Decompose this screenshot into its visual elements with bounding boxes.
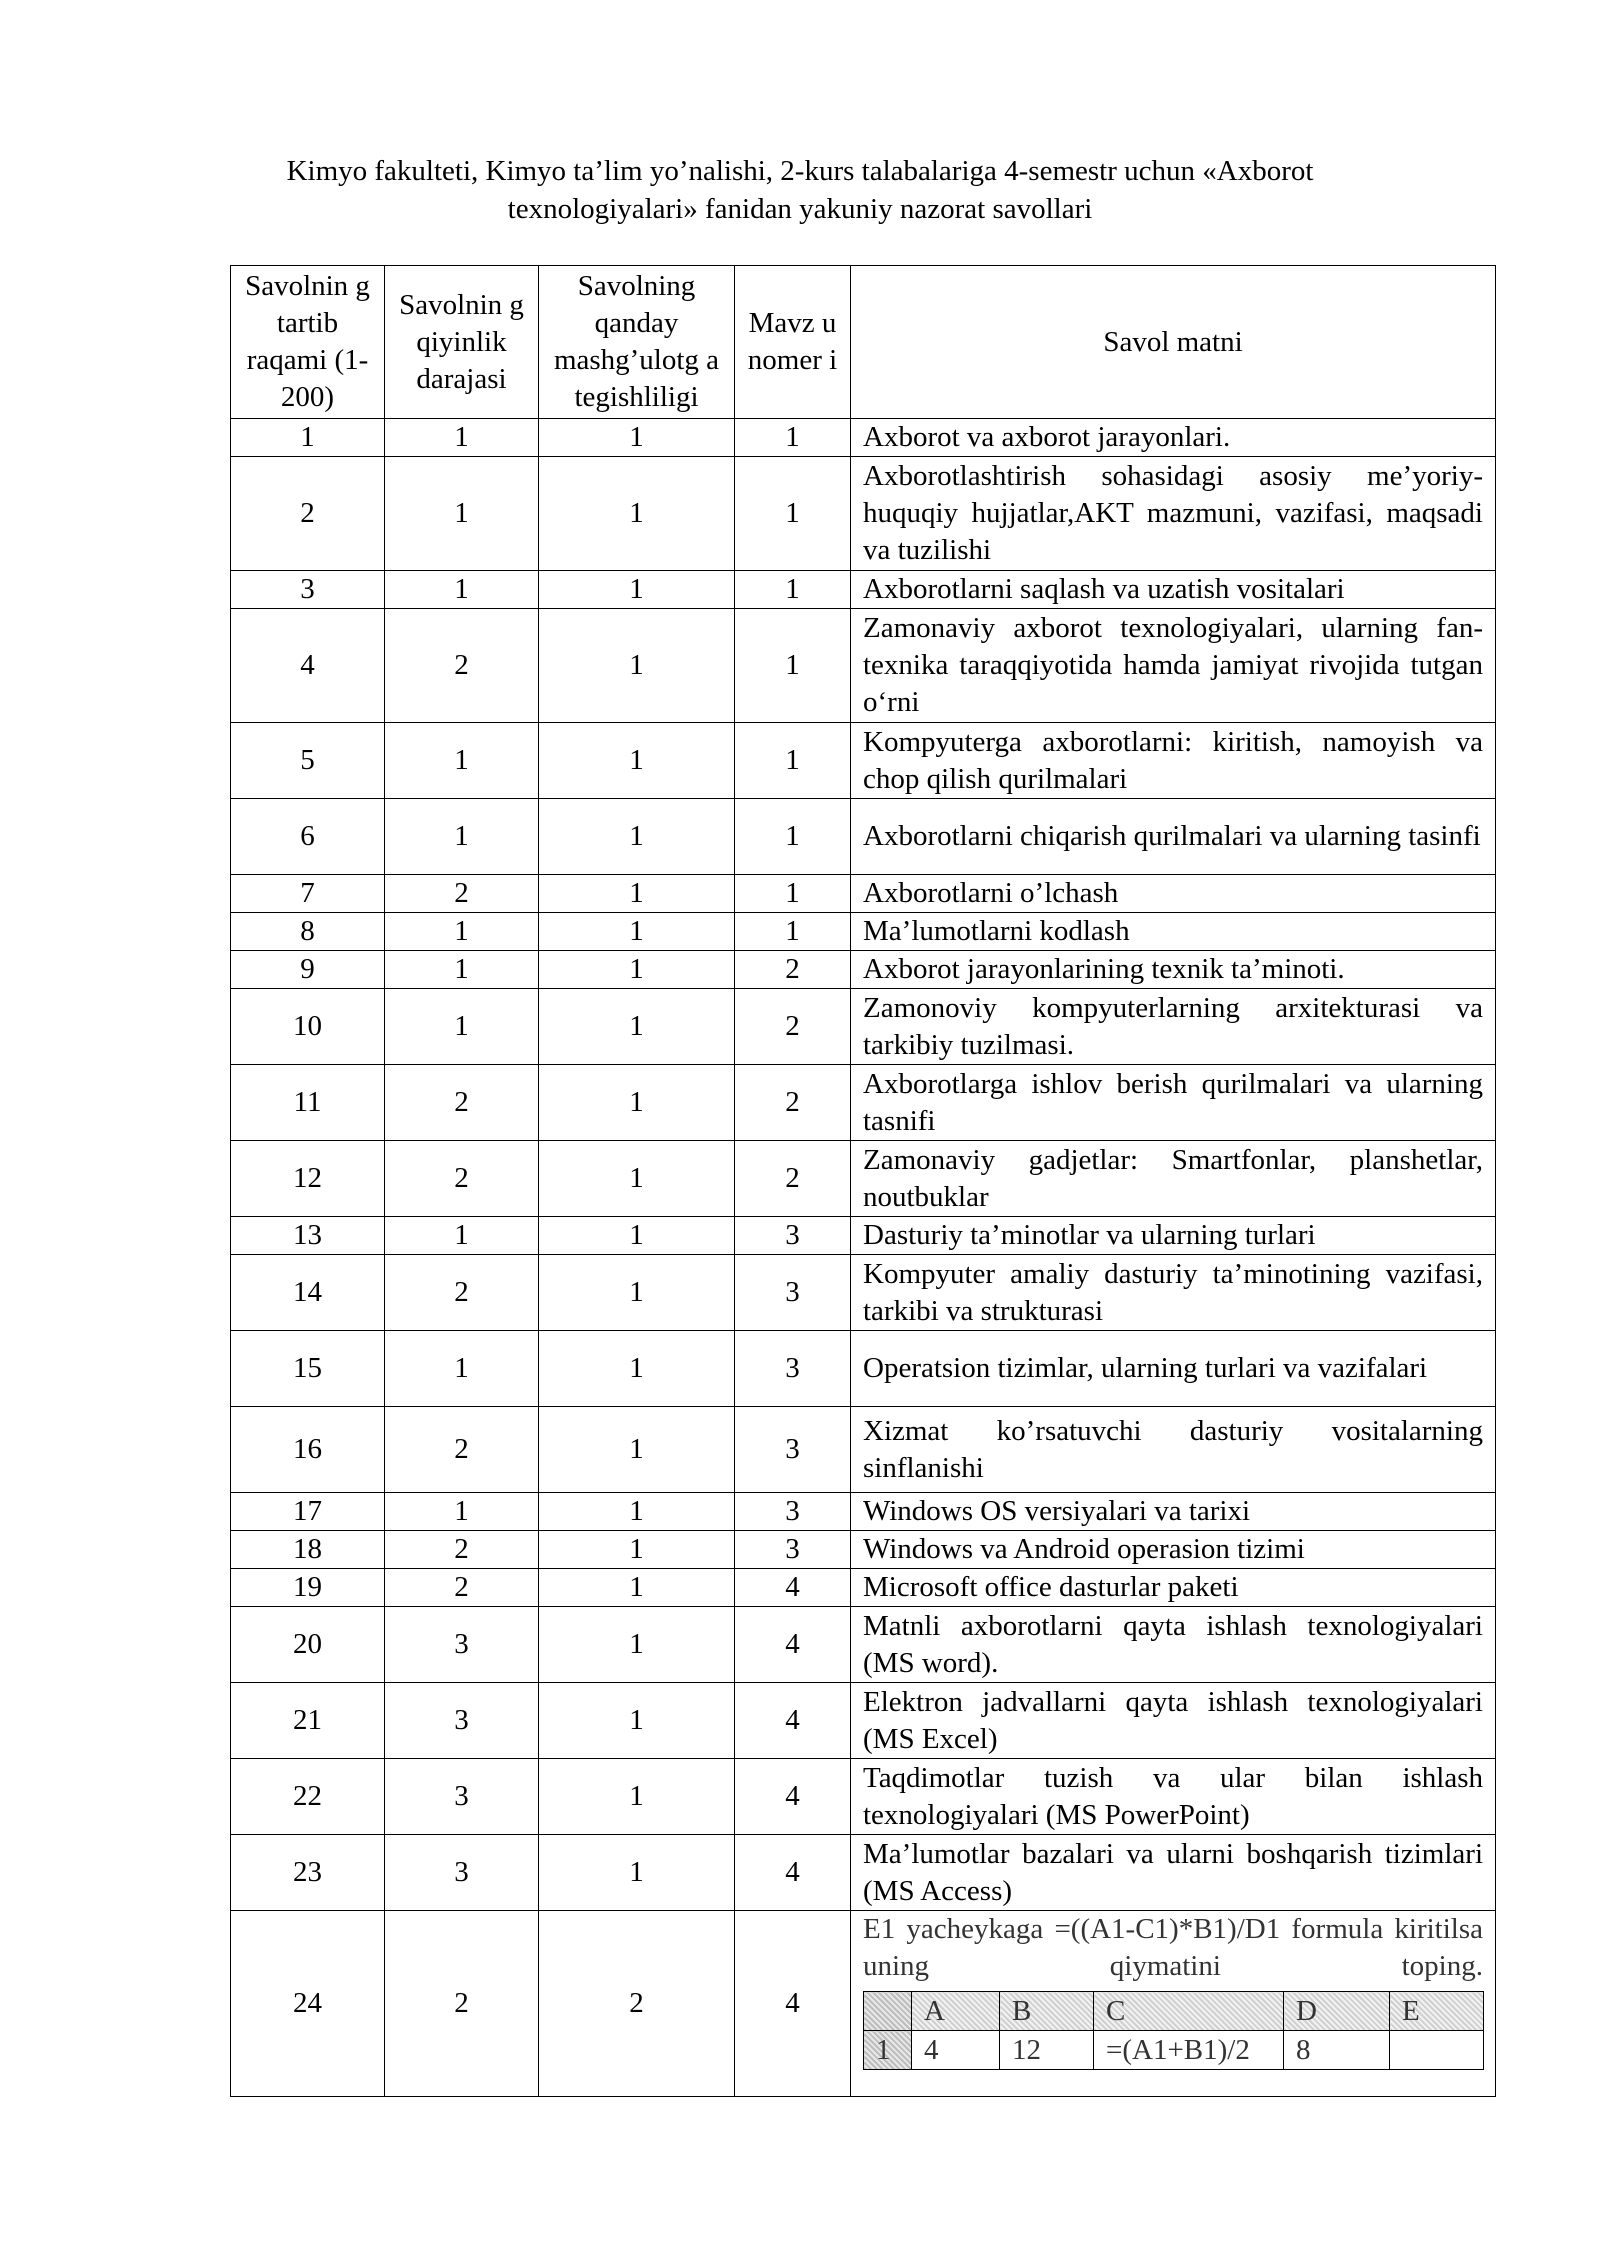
topic-number: 4 — [735, 1835, 851, 1911]
lesson-type: 1 — [539, 457, 735, 571]
difficulty-level: 1 — [385, 1493, 539, 1531]
question-text: Ma’lumotlar bazalari va ularni boshqarish tizimlari (MS Access) — [851, 1835, 1496, 1911]
title-line-1: Kimyo fakulteti, Kimyo ta’lim yo’nalishi, 2-kurs talabalariga 4-semestr uchun «Axborot — [286, 155, 1314, 187]
question-text: Zamonaviy gadjetlar: Smartfonlar, planshetlar, noutbuklar — [851, 1141, 1496, 1217]
question-number: 4 — [231, 609, 385, 723]
difficulty-level: 1 — [385, 419, 539, 457]
topic-number: 1 — [735, 875, 851, 913]
question-number: 20 — [231, 1607, 385, 1683]
lesson-type: 1 — [539, 875, 735, 913]
difficulty-level: 1 — [385, 571, 539, 609]
header-difficulty: Savolnin g qiyinlik darajasi — [385, 266, 539, 419]
question-number: 2 — [231, 457, 385, 571]
table-body — [231, 419, 1496, 2097]
lesson-type: 1 — [539, 1407, 735, 1493]
spreadsheet-cell: 12 — [1000, 2031, 1094, 2070]
table-row — [231, 1065, 1496, 1141]
question-text: Windows va Android operasion tizimi — [851, 1531, 1496, 1569]
question-text: Zamonoviy kompyuterlarning arxitekturasi va tarkibiy tuzilmasi. — [851, 989, 1496, 1065]
lesson-type: 1 — [539, 1683, 735, 1759]
table-row — [231, 799, 1496, 875]
table-row — [231, 1531, 1496, 1569]
table-row — [231, 875, 1496, 913]
topic-number: 4 — [735, 1683, 851, 1759]
formula-question: E1 yacheykaga =((A1-C1)*B1)/D1 formula kiritilsa uning qiymatini toping. — [863, 1913, 1483, 1982]
spreadsheet-snippet — [863, 1991, 1484, 2070]
table-row — [231, 913, 1496, 951]
question-text: Zamonaviy axborot texnologiyalari, ularning fan-texnika taraqqiyotida hamda jamiyat rivojida tutgan o‘rni — [851, 609, 1496, 723]
question-text: Xizmat ko’rsatuvchi dasturiy vositalarning sinflanishi — [851, 1407, 1496, 1493]
table-row — [231, 989, 1496, 1065]
header-question-text: Savol matni — [851, 266, 1496, 419]
difficulty-level: 2 — [385, 1531, 539, 1569]
spreadsheet-column-header: A — [912, 1992, 1000, 2031]
difficulty-level: 1 — [385, 1331, 539, 1407]
topic-number: 1 — [735, 609, 851, 723]
lesson-type: 1 — [539, 1569, 735, 1607]
document-title — [230, 152, 1370, 228]
topic-number: 2 — [735, 951, 851, 989]
difficulty-level: 1 — [385, 913, 539, 951]
topic-number: 1 — [735, 723, 851, 799]
table-row — [231, 1331, 1496, 1407]
lesson-type: 1 — [539, 951, 735, 989]
question-text: Ma’lumotlarni kodlash — [851, 913, 1496, 951]
table-row — [231, 1607, 1496, 1683]
question-text: Dasturiy ta’minotlar va ularning turlari — [851, 1217, 1496, 1255]
questions-table — [230, 265, 1496, 2097]
lesson-type: 2 — [539, 1911, 735, 2097]
question-number: 19 — [231, 1569, 385, 1607]
table-row — [231, 1911, 1496, 2097]
question-text: Matnli axborotlarni qayta ishlash texnologiyalari (MS word). — [851, 1607, 1496, 1683]
question-text: Axborotlashtirish sohasidagi asosiy me’yoriy-huquqiy hujjatlar,AKT mazmuni, vazifasi, maqsadi va tuzilishi — [851, 457, 1496, 571]
question-number: 8 — [231, 913, 385, 951]
question-text: Axborotlarga ishlov berish qurilmalari va ularning tasnifi — [851, 1065, 1496, 1141]
table-row — [231, 571, 1496, 609]
table-row — [231, 1407, 1496, 1493]
table-header-row — [231, 266, 1496, 419]
question-text: Axborot jarayonlarining texnik ta’minoti. — [851, 951, 1496, 989]
lesson-type: 1 — [539, 1531, 735, 1569]
question-text: Elektron jadvallarni qayta ishlash texnologiyalari (MS Excel) — [851, 1683, 1496, 1759]
question-text — [851, 1911, 1496, 2097]
difficulty-level: 1 — [385, 989, 539, 1065]
question-number: 16 — [231, 1407, 385, 1493]
topic-number: 2 — [735, 989, 851, 1065]
table-row — [231, 1493, 1496, 1531]
table-row — [231, 457, 1496, 571]
lesson-type: 1 — [539, 989, 735, 1065]
spreadsheet-cell: 8 — [1284, 2031, 1390, 2070]
spreadsheet-corner — [864, 1992, 912, 2031]
difficulty-level: 2 — [385, 1911, 539, 2097]
question-number: 17 — [231, 1493, 385, 1531]
question-text: Axborot va axborot jarayonlari. — [851, 419, 1496, 457]
topic-number: 3 — [735, 1331, 851, 1407]
spreadsheet-cell: 4 — [912, 2031, 1000, 2070]
topic-number: 1 — [735, 799, 851, 875]
question-number: 18 — [231, 1531, 385, 1569]
difficulty-level: 1 — [385, 1217, 539, 1255]
table-row — [231, 1683, 1496, 1759]
lesson-type: 1 — [539, 1493, 735, 1531]
question-number: 13 — [231, 1217, 385, 1255]
difficulty-level: 1 — [385, 799, 539, 875]
question-number: 6 — [231, 799, 385, 875]
table-row — [231, 1759, 1496, 1835]
table-row — [231, 419, 1496, 457]
difficulty-level: 2 — [385, 1141, 539, 1217]
table-row — [231, 1141, 1496, 1217]
lesson-type: 1 — [539, 1835, 735, 1911]
spreadsheet-column-header: E — [1390, 1992, 1484, 2031]
topic-number: 3 — [735, 1217, 851, 1255]
question-text: Windows OS versiyalari va tarixi — [851, 1493, 1496, 1531]
question-text: Microsoft office dasturlar paketi — [851, 1569, 1496, 1607]
topic-number: 2 — [735, 1065, 851, 1141]
question-number: 14 — [231, 1255, 385, 1331]
difficulty-level: 3 — [385, 1835, 539, 1911]
lesson-type: 1 — [539, 1065, 735, 1141]
topic-number: 2 — [735, 1141, 851, 1217]
question-number: 9 — [231, 951, 385, 989]
lesson-type: 1 — [539, 913, 735, 951]
lesson-type: 1 — [539, 723, 735, 799]
header-order-number: Savolnin g tartib raqami (1-200) — [231, 266, 385, 419]
topic-number: 4 — [735, 1759, 851, 1835]
table-row — [231, 1835, 1496, 1911]
topic-number: 1 — [735, 419, 851, 457]
difficulty-level: 2 — [385, 1407, 539, 1493]
lesson-type: 1 — [539, 1331, 735, 1407]
topic-number: 3 — [735, 1407, 851, 1493]
topic-number: 4 — [735, 1911, 851, 2097]
question-number: 5 — [231, 723, 385, 799]
table-row — [231, 1255, 1496, 1331]
difficulty-level: 2 — [385, 1255, 539, 1331]
spreadsheet-row-header: 1 — [864, 2031, 912, 2070]
lesson-type: 1 — [539, 609, 735, 723]
question-text: Kompyuter amaliy dasturiy ta’minotining vazifasi, tarkibi va strukturasi — [851, 1255, 1496, 1331]
header-topic-number: Mavz u nomer i — [735, 266, 851, 419]
question-text: Kompyuterga axborotlarni: kiritish, namoyish va chop qilish qurilmalari — [851, 723, 1496, 799]
difficulty-level: 2 — [385, 1569, 539, 1607]
question-text: Operatsion tizimlar, ularning turlari va vazifalari — [851, 1331, 1496, 1407]
table-row — [231, 1217, 1496, 1255]
spreadsheet-cell — [1390, 2031, 1484, 2070]
difficulty-level: 3 — [385, 1683, 539, 1759]
question-text: Axborotlarni o’lchash — [851, 875, 1496, 913]
difficulty-level: 2 — [385, 609, 539, 723]
spreadsheet-cell: =(A1+B1)/2 — [1094, 2031, 1284, 2070]
topic-number: 1 — [735, 571, 851, 609]
question-number: 11 — [231, 1065, 385, 1141]
table-row — [231, 1569, 1496, 1607]
question-number: 10 — [231, 989, 385, 1065]
difficulty-level: 2 — [385, 875, 539, 913]
topic-number: 3 — [735, 1493, 851, 1531]
difficulty-level: 1 — [385, 723, 539, 799]
question-text: Taqdimotlar tuzish va ular bilan ishlash texnologiyalari (MS PowerPoint) — [851, 1759, 1496, 1835]
header-lesson-type: Savolning qanday mashg’ulotg a tegishliligi — [539, 266, 735, 419]
difficulty-level: 1 — [385, 457, 539, 571]
question-number: 21 — [231, 1683, 385, 1759]
lesson-type: 1 — [539, 571, 735, 609]
difficulty-level: 3 — [385, 1607, 539, 1683]
table-row — [231, 609, 1496, 723]
topic-number: 3 — [735, 1255, 851, 1331]
topic-number: 1 — [735, 913, 851, 951]
lesson-type: 1 — [539, 1607, 735, 1683]
spreadsheet-column-header: C — [1094, 1992, 1284, 2031]
difficulty-level: 3 — [385, 1759, 539, 1835]
question-text: Axborotlarni chiqarish qurilmalari va ularning tasinfi — [851, 799, 1496, 875]
question-number: 3 — [231, 571, 385, 609]
lesson-type: 1 — [539, 1759, 735, 1835]
lesson-type: 1 — [539, 419, 735, 457]
title-line-2: texnologiyalari» fanidan yakuniy nazorat savollari — [507, 193, 1093, 225]
topic-number: 4 — [735, 1569, 851, 1607]
topic-number: 1 — [735, 457, 851, 571]
question-number: 24 — [231, 1911, 385, 2097]
question-text: Axborotlarni saqlash va uzatish vositalari — [851, 571, 1496, 609]
spreadsheet-column-header: D — [1284, 1992, 1390, 2031]
question-number: 22 — [231, 1759, 385, 1835]
lesson-type: 1 — [539, 1217, 735, 1255]
lesson-type: 1 — [539, 1255, 735, 1331]
lesson-type: 1 — [539, 1141, 735, 1217]
question-number: 7 — [231, 875, 385, 913]
table-row — [231, 723, 1496, 799]
table-row — [231, 951, 1496, 989]
lesson-type: 1 — [539, 799, 735, 875]
difficulty-level: 1 — [385, 951, 539, 989]
question-number: 15 — [231, 1331, 385, 1407]
topic-number: 3 — [735, 1531, 851, 1569]
question-number: 12 — [231, 1141, 385, 1217]
topic-number: 4 — [735, 1607, 851, 1683]
question-number: 1 — [231, 419, 385, 457]
spreadsheet-column-header: B — [1000, 1992, 1094, 2031]
difficulty-level: 2 — [385, 1065, 539, 1141]
question-number: 23 — [231, 1835, 385, 1911]
